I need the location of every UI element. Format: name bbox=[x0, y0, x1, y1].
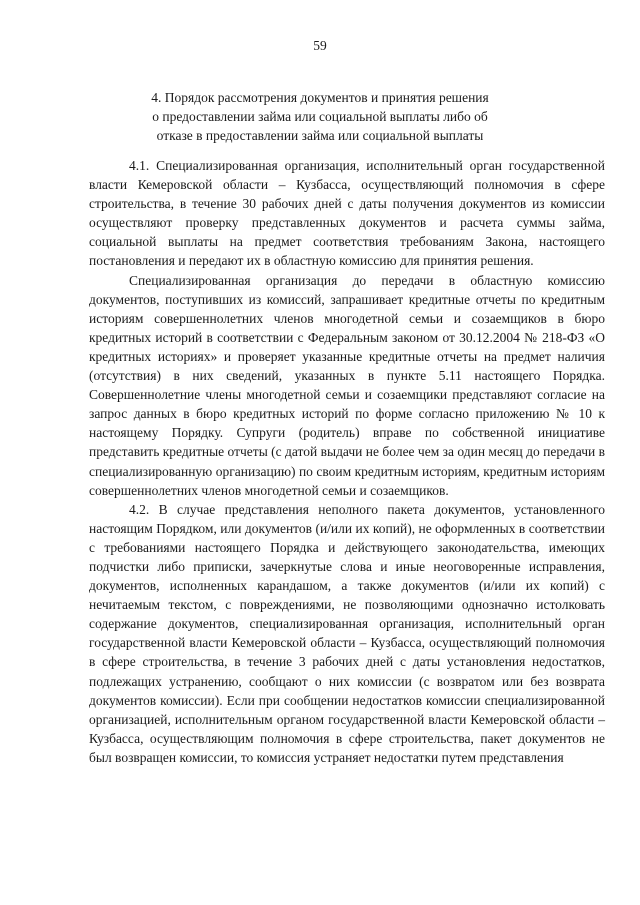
paragraph-credit-reports: Специализированная организация до передачи в областную комиссию документов, поступивших из комиссий, запрашивает кредитные отчеты по кредитным историям совершеннолетних членов многодетной семьи и созаемщиков в бюро кредитных историй в соответствии с Федеральным законом от 30.12.2004 № 218-ФЗ «О кредитных историях» и проверяет указанные кредитные отчеты на предмет наличия (отсутствия) в них сведений, указанных в пункте 5.11 настоящего Порядка. Совершеннолетние члены многодетной семьи и созаемщики представляют согласие на запрос данных в бюро кредитных историй по форме согласно приложению № 10 к настоящему Порядку. Супруги (родитель) вправе по собственной инициативе представить кредитные отчеты (с датой выдачи не более чем за один месяц до передачи в специализированную организацию) по своим кредитным историям, кредитным историям совершеннолетних членов многодетной семьи и созаемщиков. bbox=[89, 272, 605, 498]
page-number: 59 bbox=[313, 38, 327, 53]
section-title-line: 4. Порядок рассмотрения документов и принятия решения bbox=[151, 90, 489, 105]
section-title-line: о предоставлении займа или социальной выплаты либо об bbox=[152, 109, 488, 124]
document-body bbox=[89, 156, 605, 767]
paragraph-4-2: 4.2. В случае представления неполного пакета документов, установленного настоящим Порядком, или документов (и/или их копий), не оформленных в соответствии с требованиями настоящего Порядка и действующего законодательства, имеющих подчистки либо приписки, зачеркнутые слова и иные неоговоренные исправления, документов, исполненных карандашом, а также документов (и/или их копий) с нечитаемым текстом, с повреждениями, не позволяющими однозначно истолковать содержание документов, специализированная организация, исполнительный орган государственной власти Кемеровской области – Кузбасса, осуществляющий полномочия в сфере строительства, в течение 3 рабочих дней с даты установления недостатков, подлежащих устранению, сообщают о них комиссии (с возвратом или без возврата документов комиссии). Если при сообщении недостатков комиссии специализированной организацией, исполнительным органом государственной власти Кемеровской области – Кузбасса, осуществляющим полномочия в сфере строительства, пакет документов не был возвращен комиссии, то комиссия устраняет недостатки путем представления bbox=[89, 501, 605, 765]
section-title-line: отказе в предоставлении займа или социальной выплаты bbox=[156, 128, 484, 143]
paragraph-4-1: 4.1. Специализированная организация, исполнительный орган государственной власти Кемеровской области – Кузбасса, осуществляющий полномочия в сфере строительства, в течение 30 рабочих дней с даты получения документов из комиссии осуществляют проверку представленных документов и расчета суммы займа, социальной выплаты на предмет соответствия требованиям Закона, настоящего постановления и передают их в областную комиссию для принятия решения. bbox=[89, 158, 605, 269]
section-title bbox=[120, 88, 520, 145]
